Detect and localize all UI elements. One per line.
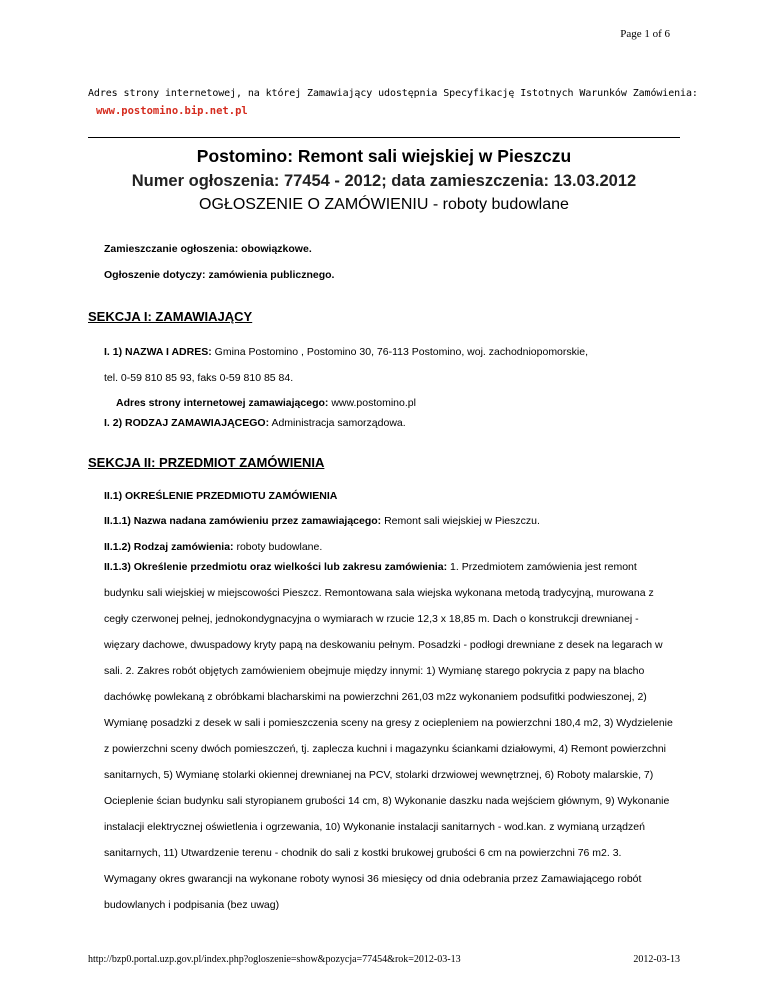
- section2-scope-paragraph: [104, 554, 676, 918]
- section1-name-line: [104, 346, 588, 358]
- announcement-number-text: Numer ogłoszenia: 77454 - 2012; data zamieszczenia:: [131, 172, 550, 190]
- concerns-label: Ogłoszenie dotyczy:: [104, 269, 206, 281]
- divider: [88, 137, 680, 138]
- section1-type-label: I. 2) RODZAJ ZAMAWIAJĄCEGO:: [104, 417, 270, 429]
- page-number: Page 1 of 6: [620, 28, 670, 40]
- section2-scope-label: II.1.3) Określenie przedmiotu oraz wielkości lub zakresu zamówienia:: [104, 561, 448, 573]
- section2-kind-value: roboty budowlane.: [236, 541, 323, 553]
- section2-name-value: Remont sali wiejskiej w Pieszczu.: [384, 515, 540, 527]
- footer-date: 2012-03-13: [633, 954, 680, 965]
- siwz-address-link[interactable]: www.postomino.bip.net.pl: [96, 105, 248, 117]
- section2-heading: SEKCJA II: PRZEDMIOT ZAMÓWIENIA: [88, 455, 325, 470]
- section2-name-label: II.1.1) Nazwa nadana zamówieniu przez zamawiającego:: [104, 515, 382, 527]
- section2-kind-line: [104, 541, 322, 553]
- section1-www-line: [116, 397, 416, 409]
- announcement-type: OGŁOSZENIE O ZAMÓWIENIU - roboty budowlane: [199, 196, 569, 213]
- footer-url[interactable]: http://bzp0.portal.uzp.gov.pl/index.php?ogloszenie=show&pozycja=77454&rok=2012-03-13: [88, 954, 461, 965]
- obligation-label: Zamieszczanie ogłoszenia:: [104, 243, 239, 255]
- section2-name-line: [104, 515, 540, 527]
- section1-heading: SEKCJA I: ZAMAWIAJĄCY: [88, 309, 253, 324]
- section2-kind-label: II.1.2) Rodzaj zamówienia:: [104, 541, 234, 553]
- concerns-value: zamówienia publicznego.: [208, 269, 335, 281]
- section1-name-label: I. 1) NAZWA I ADRES:: [104, 346, 212, 358]
- concerns-line: [104, 269, 334, 281]
- announcement-number: [0, 172, 768, 191]
- section1-www-label: Adres strony internetowej zamawiającego:: [116, 397, 329, 409]
- siwz-address-label: Adres strony internetowej, na której Zamawiający udostępnia Specyfikację Istotnych Warunków Zamówienia:: [88, 88, 698, 99]
- section1-type-line: [104, 417, 406, 429]
- section2-scope-text: 1. Przedmiotem zamówienia jest remont budynku sali wiejskiej w miejscowości Pieszcz. Remontowana sala wiejska wykonana metodą tradycyjną, murowana z cegły czerwonej pełnej, jednokondygnacyjna o wymiarach w rzucie 12,3 x 18,85 m. Dach o konstrukcji drewnianej - więzary dachowe, dwuspadowy kryty papą na deskowaniu pełnym. Posadzki - podłogi drewniane z desek na legarach w sali. 2. Zakres robót objętych zamówieniem obejmuje między innymi: 1) Wymianę starego pokrycia z papy na blacho dachówkę powlekaną z obróbkami blacharskimi na powierzchni 261,03 m2z wykonaniem podsufitki podwieszonej, 2) Wymianę posadzki z desek w sali i pomieszczenia sceny na gresy z ociepleniem na powierzchni 180,4 m2, 3) Wydzielenie z powierzchni sceny dwóch pomieszczeń, tj. zaplecza kuchni i magazynku ściankami działowymi, 4) Remont powierzchni sanitarnych, 5) Wymianę stolarki okiennej drewnianej na PCV, stolarki drzwiowej wewnętrznej, 6) Roboty malarskie, 7) Ocieplenie ścian budynku sali styropianem grubości 14 cm, 8) Wykonanie daszku nada wejściem głównym, 9) Wykonanie instalacji elektrycznej oświetlenia i ogrzewania, 10) Wykonanie instalacji sanitarnych - wod.kan. z wymianą urządzeń sanitarnych, 11) Utwardzenie terenu - chodnik do sali z kostki brukowej grubości 6 cm na powierzchni 76 m2. 3. Wymagany okres gwarancji na wykonane roboty wynosi 36 miesięcy od dnia odebrania przez Zamawiającego robót budowlanych i podpisania (bez uwag): [104, 561, 673, 911]
- obligation-line: [104, 243, 312, 255]
- announcement-date: 13.03.2012: [553, 172, 637, 190]
- section1-type-value: Administracja samorządowa.: [271, 417, 406, 429]
- page-title: Postomino: Remont sali wiejskiej w Pieszczu: [196, 146, 572, 166]
- obligation-value: obowiązkowe.: [241, 243, 312, 255]
- section1-www-link[interactable]: www.postomino.pl: [331, 397, 416, 409]
- section2-subheading-text: II.1) OKREŚLENIE PRZEDMIOTU ZAMÓWIENIA: [104, 490, 338, 502]
- section1-phone: tel. 0-59 810 85 93, faks 0-59 810 85 84.: [104, 372, 294, 384]
- section2-subheading: [104, 490, 337, 502]
- section1-name-value: Gmina Postomino , Postomino 30, 76-113 Postomino, woj. zachodniopomorskie,: [214, 346, 588, 358]
